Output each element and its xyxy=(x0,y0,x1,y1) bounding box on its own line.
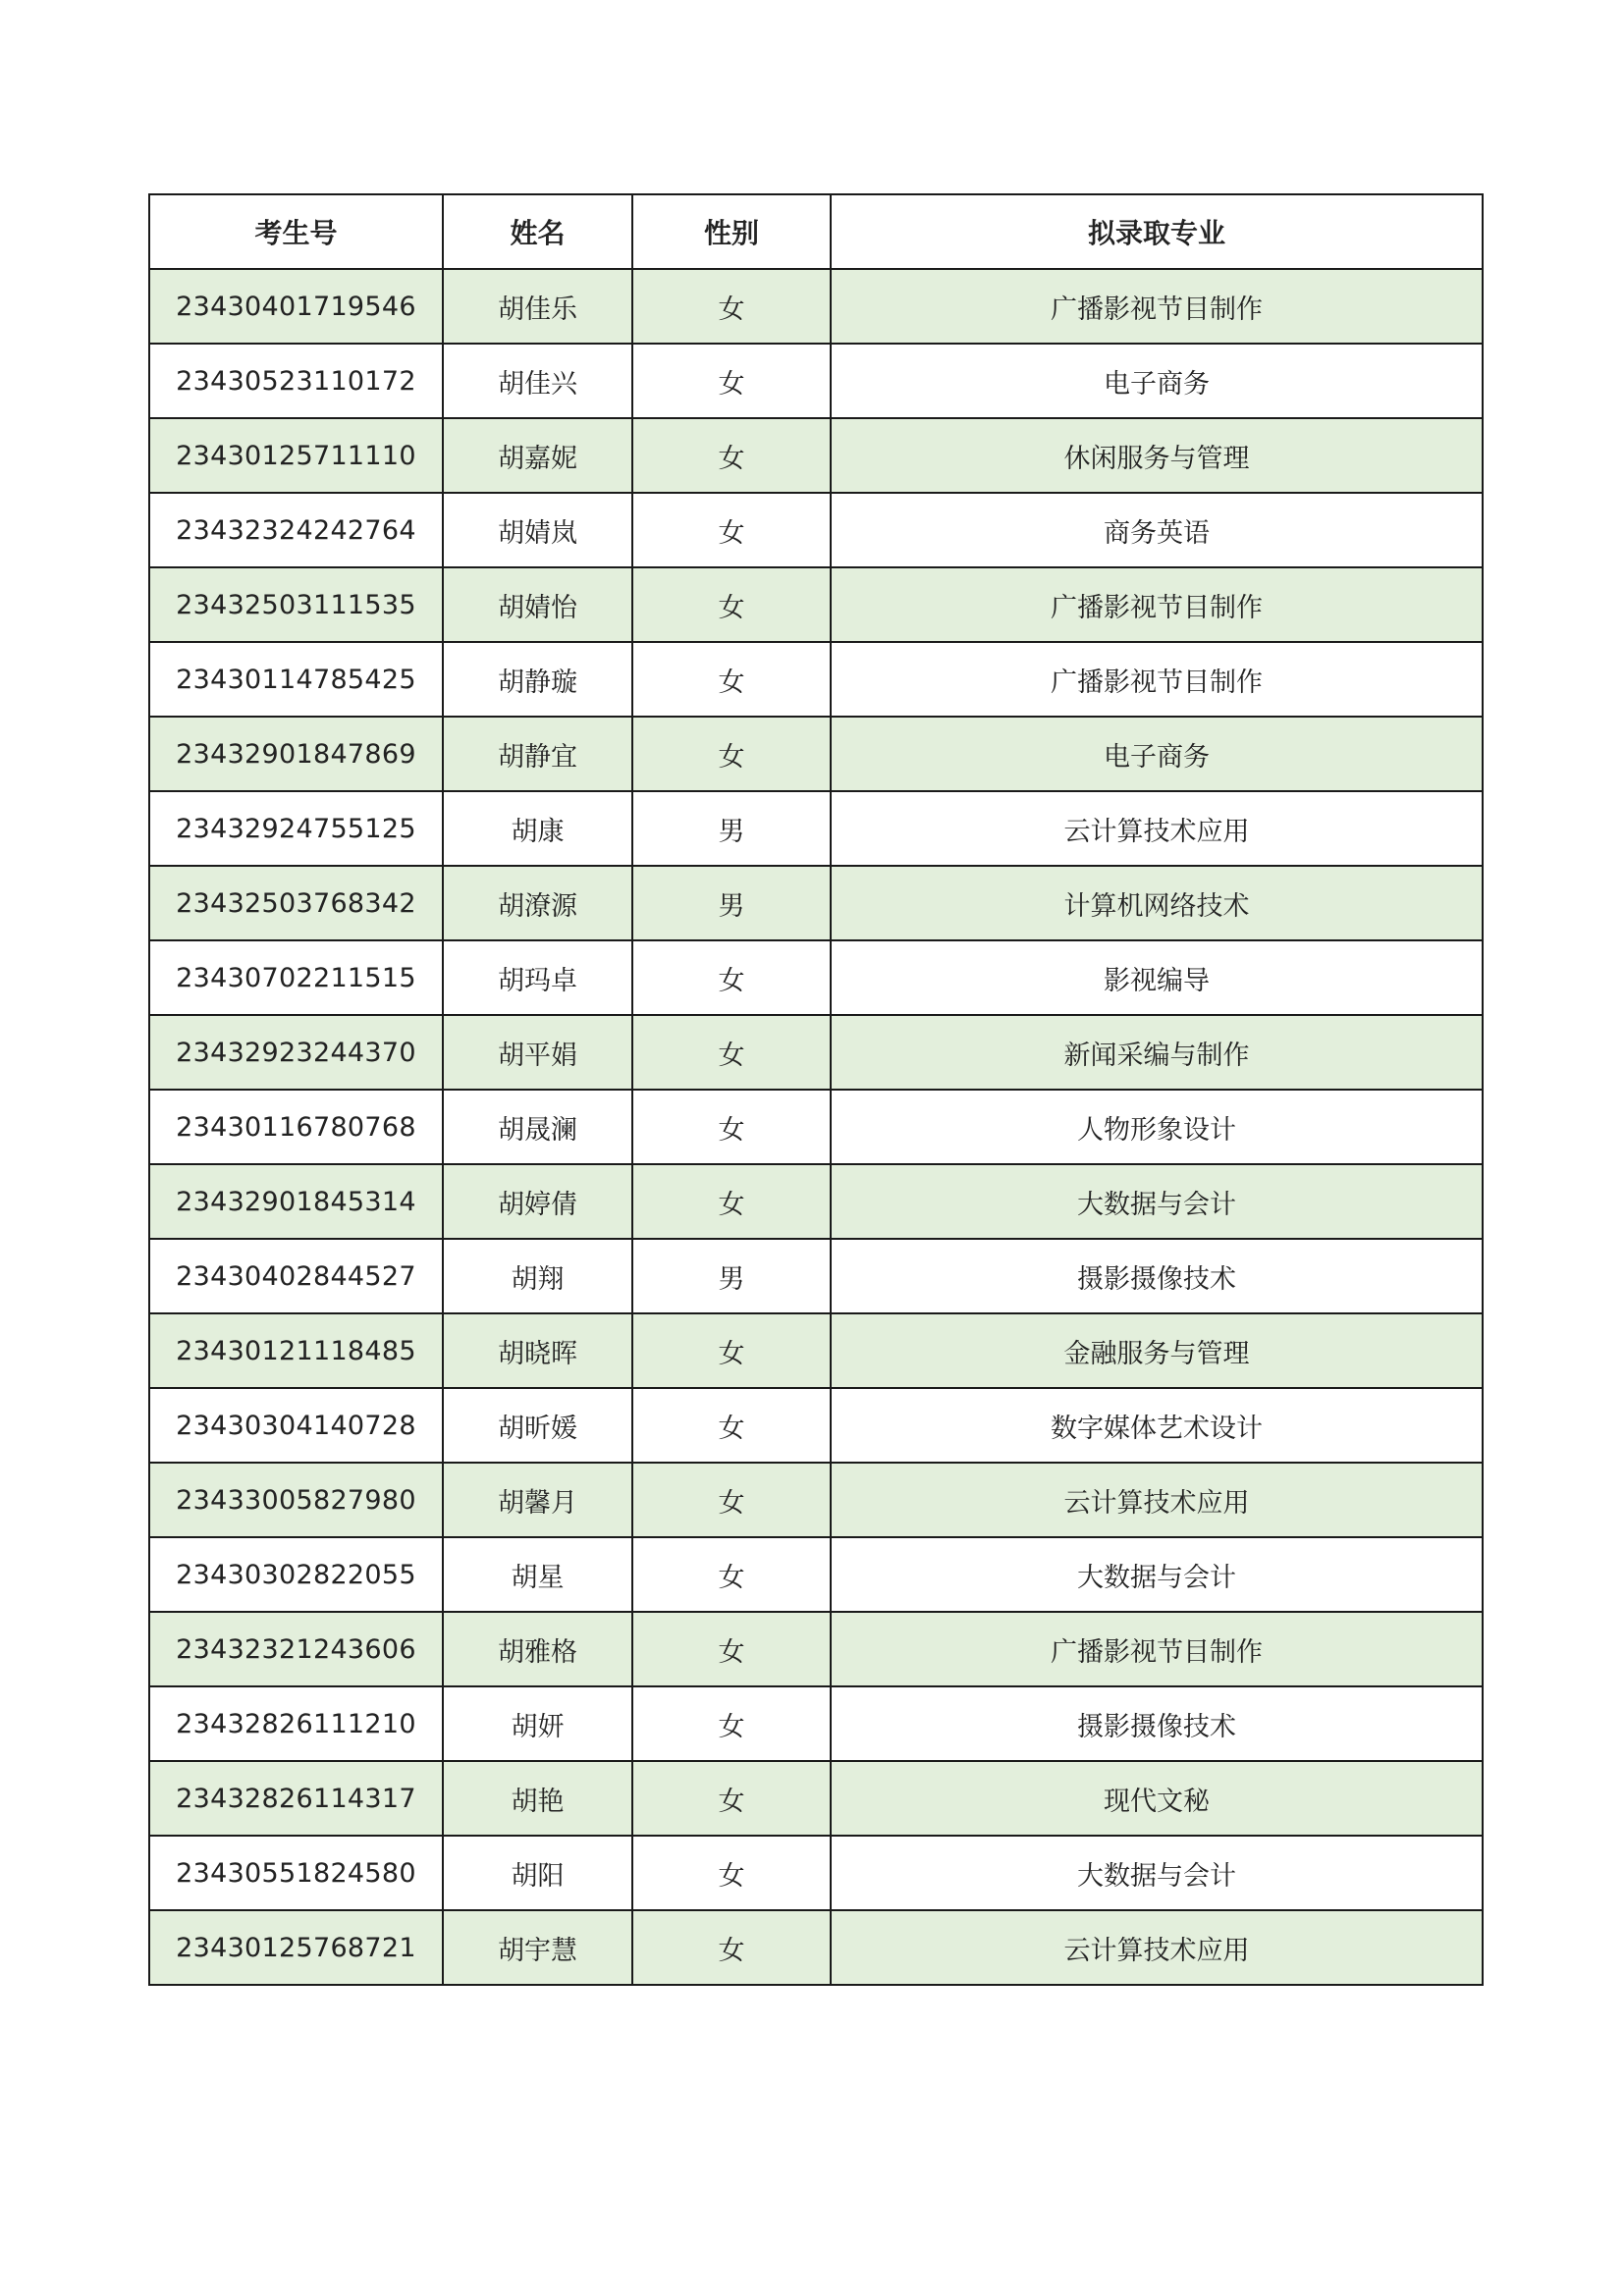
exam-id-cell: 23430401719546 xyxy=(149,269,443,344)
major-cell: 广播影视节目制作 xyxy=(831,1612,1483,1686)
table-row xyxy=(149,1090,1483,1164)
table-row xyxy=(149,418,1483,493)
major-cell: 大数据与会计 xyxy=(831,1537,1483,1612)
gender-cell: 女 xyxy=(632,344,831,418)
name-cell: 胡嘉妮 xyxy=(443,418,632,493)
name-cell: 胡艳 xyxy=(443,1761,632,1836)
header-major: 拟录取专业 xyxy=(831,194,1483,269)
name-cell: 胡佳乐 xyxy=(443,269,632,344)
table-row xyxy=(149,1761,1483,1836)
table-row xyxy=(149,1686,1483,1761)
gender-cell: 女 xyxy=(632,940,831,1015)
major-cell: 摄影摄像技术 xyxy=(831,1686,1483,1761)
major-cell: 现代文秘 xyxy=(831,1761,1483,1836)
gender-cell: 女 xyxy=(632,717,831,791)
major-cell: 摄影摄像技术 xyxy=(831,1239,1483,1313)
admission-table xyxy=(148,193,1484,1986)
exam-id-cell: 23430304140728 xyxy=(149,1388,443,1463)
name-cell: 胡妍 xyxy=(443,1686,632,1761)
gender-cell: 女 xyxy=(632,1537,831,1612)
exam-id-cell: 23433005827980 xyxy=(149,1463,443,1537)
gender-cell: 女 xyxy=(632,1761,831,1836)
name-cell: 胡宇慧 xyxy=(443,1910,632,1985)
exam-id-cell: 23430114785425 xyxy=(149,642,443,717)
major-cell: 广播影视节目制作 xyxy=(831,269,1483,344)
gender-cell: 女 xyxy=(632,1836,831,1910)
major-cell: 云计算技术应用 xyxy=(831,1910,1483,1985)
major-cell: 广播影视节目制作 xyxy=(831,642,1483,717)
exam-id-cell: 23432503768342 xyxy=(149,866,443,940)
exam-id-cell: 23432826111210 xyxy=(149,1686,443,1761)
gender-cell: 女 xyxy=(632,1090,831,1164)
table-row xyxy=(149,1836,1483,1910)
header-row xyxy=(149,194,1483,269)
major-cell: 休闲服务与管理 xyxy=(831,418,1483,493)
exam-id-cell: 23432324242764 xyxy=(149,493,443,567)
exam-id-cell: 23430302822055 xyxy=(149,1537,443,1612)
gender-cell: 女 xyxy=(632,418,831,493)
gender-cell: 女 xyxy=(632,1015,831,1090)
gender-cell: 女 xyxy=(632,493,831,567)
table-row xyxy=(149,269,1483,344)
exam-id-cell: 23432923244370 xyxy=(149,1015,443,1090)
table-row xyxy=(149,344,1483,418)
exam-id-cell: 23432321243606 xyxy=(149,1612,443,1686)
header-exam-id: 考生号 xyxy=(149,194,443,269)
name-cell: 胡佳兴 xyxy=(443,344,632,418)
table-row xyxy=(149,567,1483,642)
table-row xyxy=(149,1164,1483,1239)
name-cell: 胡平娟 xyxy=(443,1015,632,1090)
name-cell: 胡晓晖 xyxy=(443,1313,632,1388)
table-row xyxy=(149,1463,1483,1537)
table-row xyxy=(149,1313,1483,1388)
name-cell: 胡婧怡 xyxy=(443,567,632,642)
name-cell: 胡晟澜 xyxy=(443,1090,632,1164)
name-cell: 胡静璇 xyxy=(443,642,632,717)
name-cell: 胡静宜 xyxy=(443,717,632,791)
name-cell: 胡康 xyxy=(443,791,632,866)
exam-id-cell: 23430551824580 xyxy=(149,1836,443,1910)
name-cell: 胡星 xyxy=(443,1537,632,1612)
table-row xyxy=(149,940,1483,1015)
exam-id-cell: 23432826114317 xyxy=(149,1761,443,1836)
gender-cell: 男 xyxy=(632,1239,831,1313)
name-cell: 胡潦源 xyxy=(443,866,632,940)
exam-id-cell: 23432924755125 xyxy=(149,791,443,866)
table-row xyxy=(149,493,1483,567)
major-cell: 云计算技术应用 xyxy=(831,1463,1483,1537)
gender-cell: 女 xyxy=(632,567,831,642)
major-cell: 电子商务 xyxy=(831,344,1483,418)
table-row xyxy=(149,1910,1483,1985)
exam-id-cell: 23430523110172 xyxy=(149,344,443,418)
table-row xyxy=(149,791,1483,866)
table-row xyxy=(149,642,1483,717)
name-cell: 胡婷倩 xyxy=(443,1164,632,1239)
name-cell: 胡昕媛 xyxy=(443,1388,632,1463)
name-cell: 胡翔 xyxy=(443,1239,632,1313)
name-cell: 胡雅格 xyxy=(443,1612,632,1686)
table-row xyxy=(149,866,1483,940)
major-cell: 影视编导 xyxy=(831,940,1483,1015)
name-cell: 胡阳 xyxy=(443,1836,632,1910)
name-cell: 胡玛卓 xyxy=(443,940,632,1015)
gender-cell: 女 xyxy=(632,1910,831,1985)
table-row xyxy=(149,1239,1483,1313)
major-cell: 商务英语 xyxy=(831,493,1483,567)
table-row xyxy=(149,1388,1483,1463)
gender-cell: 女 xyxy=(632,1388,831,1463)
exam-id-cell: 23432901847869 xyxy=(149,717,443,791)
header-name: 姓名 xyxy=(443,194,632,269)
gender-cell: 女 xyxy=(632,642,831,717)
gender-cell: 女 xyxy=(632,1313,831,1388)
gender-cell: 男 xyxy=(632,791,831,866)
exam-id-cell: 23432901845314 xyxy=(149,1164,443,1239)
exam-id-cell: 23430121118485 xyxy=(149,1313,443,1388)
major-cell: 大数据与会计 xyxy=(831,1164,1483,1239)
major-cell: 人物形象设计 xyxy=(831,1090,1483,1164)
major-cell: 云计算技术应用 xyxy=(831,791,1483,866)
major-cell: 新闻采编与制作 xyxy=(831,1015,1483,1090)
gender-cell: 女 xyxy=(632,1164,831,1239)
major-cell: 数字媒体艺术设计 xyxy=(831,1388,1483,1463)
exam-id-cell: 23430702211515 xyxy=(149,940,443,1015)
major-cell: 广播影视节目制作 xyxy=(831,567,1483,642)
major-cell: 计算机网络技术 xyxy=(831,866,1483,940)
exam-id-cell: 23430116780768 xyxy=(149,1090,443,1164)
name-cell: 胡婧岚 xyxy=(443,493,632,567)
gender-cell: 女 xyxy=(632,1686,831,1761)
gender-cell: 女 xyxy=(632,269,831,344)
gender-cell: 女 xyxy=(632,1612,831,1686)
table-row xyxy=(149,717,1483,791)
table-row xyxy=(149,1612,1483,1686)
header-gender: 性别 xyxy=(632,194,831,269)
major-cell: 金融服务与管理 xyxy=(831,1313,1483,1388)
major-cell: 电子商务 xyxy=(831,717,1483,791)
exam-id-cell: 23430402844527 xyxy=(149,1239,443,1313)
major-cell: 大数据与会计 xyxy=(831,1836,1483,1910)
gender-cell: 女 xyxy=(632,1463,831,1537)
name-cell: 胡馨月 xyxy=(443,1463,632,1537)
exam-id-cell: 23432503111535 xyxy=(149,567,443,642)
gender-cell: 男 xyxy=(632,866,831,940)
exam-id-cell: 23430125711110 xyxy=(149,418,443,493)
exam-id-cell: 23430125768721 xyxy=(149,1910,443,1985)
table-row xyxy=(149,1537,1483,1612)
table-row xyxy=(149,1015,1483,1090)
